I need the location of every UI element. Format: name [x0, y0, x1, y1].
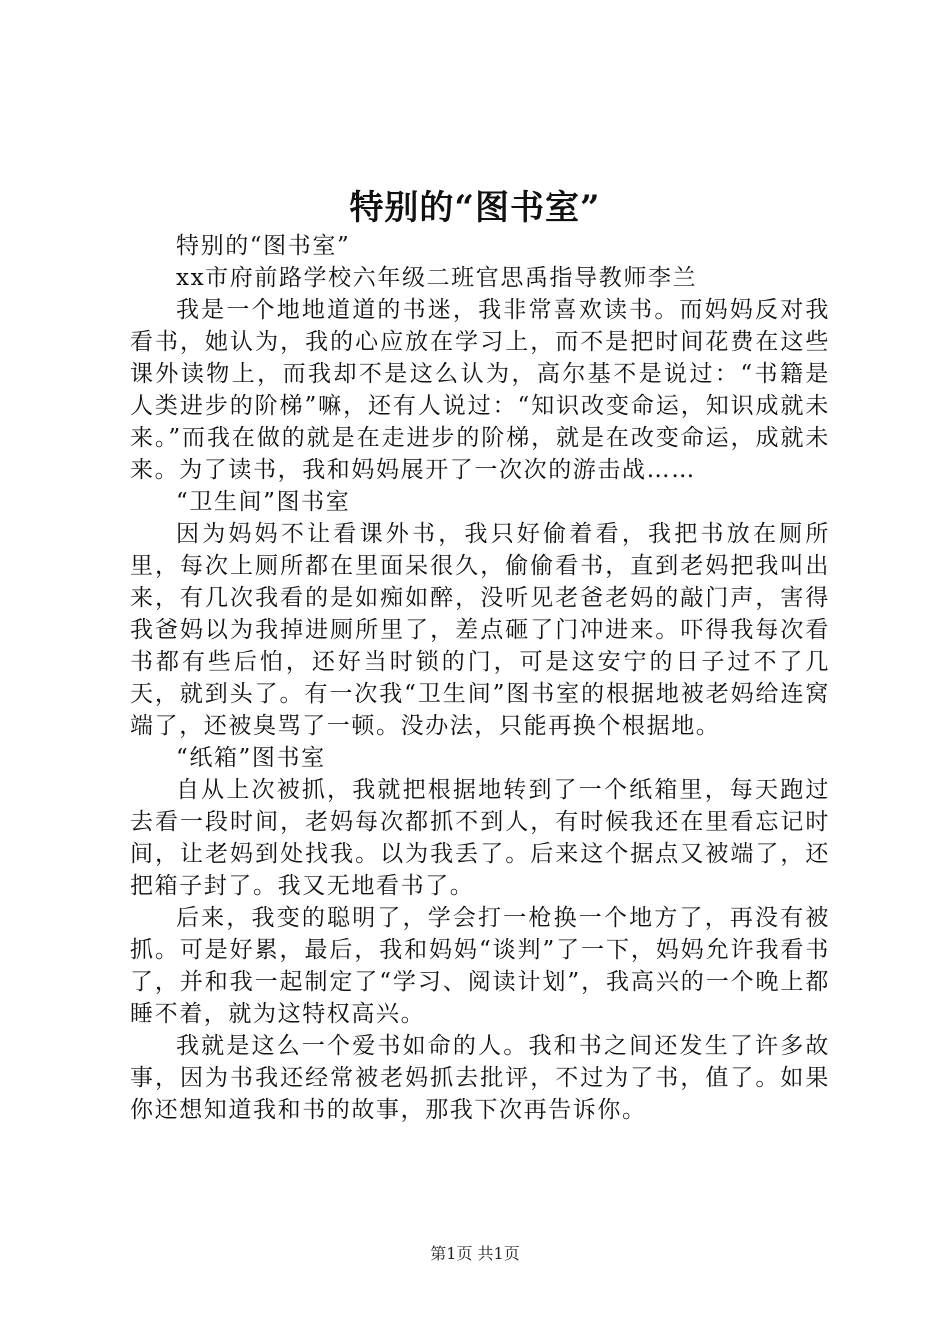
section-heading-box: “纸箱”图书室 [176, 745, 326, 771]
subtitle-paragraph: 特别的“图书室” [176, 233, 351, 259]
author-line: xx市府前路学校六年级二班官思禹指导教师李兰 [176, 265, 698, 291]
section-heading-bathroom: “卫生间”图书室 [176, 489, 351, 515]
page-footer: 第1页 共1页 [430, 1244, 520, 1263]
conclusion-paragraph: 我就是这么一个爱书如命的人。我和书之间还发生了许多故事，因为书我还经常被老妈抓去批评，不过为了书，值了。如果你还想知道我和书的故事，那我下次再告诉你。 [130, 1033, 830, 1123]
box-paragraph: 自从上次被抓，我就把根据地转到了一个纸箱里，每天跑过去看一段时间，老妈每次都抓不到人，有时候我还在里看忘记时间，让老妈到处找我。以为我丢了。后来这个据点又被端了，还把箱子封了。我又无地看书了。 [130, 777, 830, 899]
negotiation-paragraph: 后来，我变的聪明了，学会打一枪换一个地方了，再没有被抓。可是好累，最后，我和妈妈“谈判”了一下，妈妈允许我看书了，并和我一起制定了“学习、阅读计划”，我高兴的一个晚上都睡不着，就为这特权高兴。 [130, 905, 830, 1027]
document-title: 特别的“图书室” [349, 188, 601, 228]
document-body [130, 230, 830, 1126]
intro-paragraph: 我是一个地地道道的书迷，我非常喜欢读书。而妈妈反对我看书，她认为，我的心应放在学习上，而不是把时间花费在这些课外读物上，而我却不是这么认为，高尔基不是说过：“书籍是人类进步的阶梯”嘛，还有人说过：“知识改变命运，知识成就未来。”而我在做的就是在走进步的阶梯，就是在改变命运，成就未来。为了读书，我和妈妈展开了一次次的游击战…… [130, 297, 830, 483]
bathroom-paragraph: 因为妈妈不让看课外书，我只好偷着看，我把书放在厕所里，每次上厕所都在里面呆很久，偷偷看书，直到老妈把我叫出来，有几次我看的是如痴如醉，没听见老爸老妈的敲门声，害得我爸妈以为我掉进厕所里了，差点砸了门冲进来。吓得我每次看书都有些后怕，还好当时锁的门，可是这安宁的日子过不了几天，就到头了。有一次我“卫生间”图书室的根据地被老妈给连窝端了，还被臭骂了一顿。没办法，只能再换个根据地。 [130, 521, 830, 739]
